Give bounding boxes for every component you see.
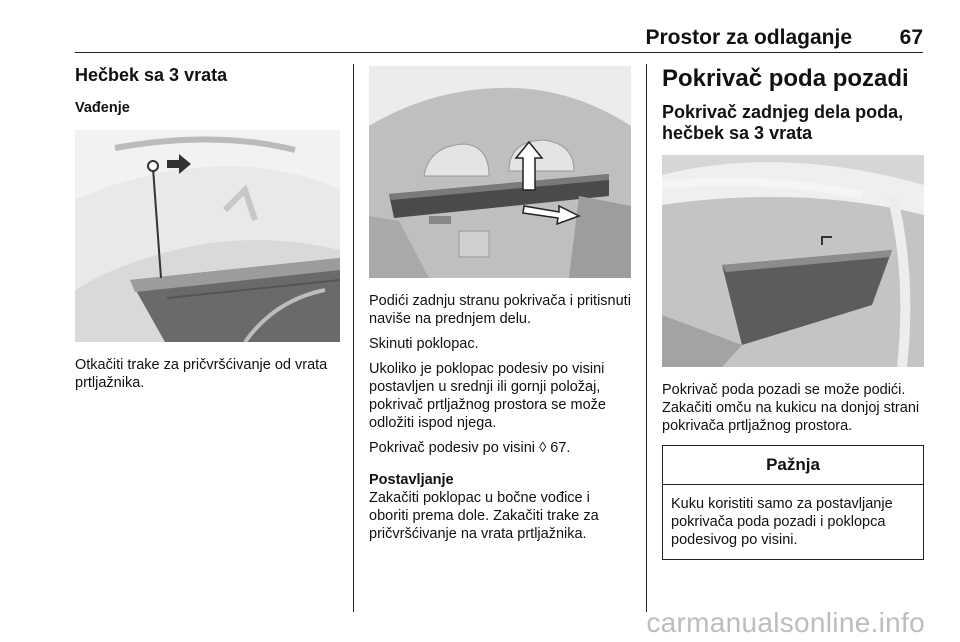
column-3 xyxy=(662,64,924,560)
paragraph-store-cover: Ukoliko je poklopac podesiv po visini postavljen u srednji ili gornji položaj, pokrivač prtljažnog prostora se može odložiti ispod njega. xyxy=(369,361,606,431)
notice-body: Kuku koristiti samo za postavljanje pokrivača poda pozadi i poklopca podesivog po visini. xyxy=(671,496,893,548)
illustration-luggage-cover-lift xyxy=(369,66,631,278)
paragraph-remove-cover: Skinuti poklopac. xyxy=(369,336,479,352)
caption-lift-floor-cover: Pokrivač poda pozadi se može podići. Zakačiti omču na kukicu na donjoj strani pokrivača prtljažnog prostora. xyxy=(662,382,920,434)
caption-detach-straps: Otkačiti trake za pričvršćivanje od vrata prtljažnika. xyxy=(75,357,328,391)
paragraph-install-cover: Zakačiti poklopac u bočne vođice i oboriti prema dole. Zakačiti trake za pričvršćivanje na vrata prtljažnika. xyxy=(369,490,599,542)
header-rule xyxy=(75,52,923,53)
page-number: 67 xyxy=(899,26,923,49)
page-reference-icon: ◊ xyxy=(539,440,547,456)
column-divider-right xyxy=(646,64,647,612)
column-divider-left xyxy=(353,64,354,612)
subheading-removal: Vađenje xyxy=(75,100,130,116)
watermark-text: carmanualsonline.info xyxy=(646,607,925,638)
reference-text: Pokrivač podesiv po visini xyxy=(369,440,536,456)
subheading-rear-floor-cover: Pokrivač zadnjeg dela poda, hečbek sa 3 vrata xyxy=(662,102,904,143)
column-1 xyxy=(75,64,340,392)
section-heading-floor-cover: Pokrivač poda pozadi xyxy=(662,65,909,92)
notice-box xyxy=(662,445,924,560)
reference-page-link: 67. xyxy=(550,440,571,456)
paragraph-lift-cover: Podići zadnju stranu pokrivača i pritisnuti naviše na prednjem delu. xyxy=(369,293,631,327)
column-2 xyxy=(369,64,631,543)
illustration-tailgate-straps xyxy=(75,130,340,342)
running-header-title: Prostor za odlaganje xyxy=(645,26,852,49)
paragraph-height-adjustable-ref xyxy=(369,439,631,457)
illustration-floor-cover-hook xyxy=(662,155,924,367)
subheading-installation: Postavljanje xyxy=(369,472,454,488)
section-heading-hatchback: Hečbek sa 3 vrata xyxy=(75,65,228,85)
notice-title: Pažnja xyxy=(663,446,923,485)
